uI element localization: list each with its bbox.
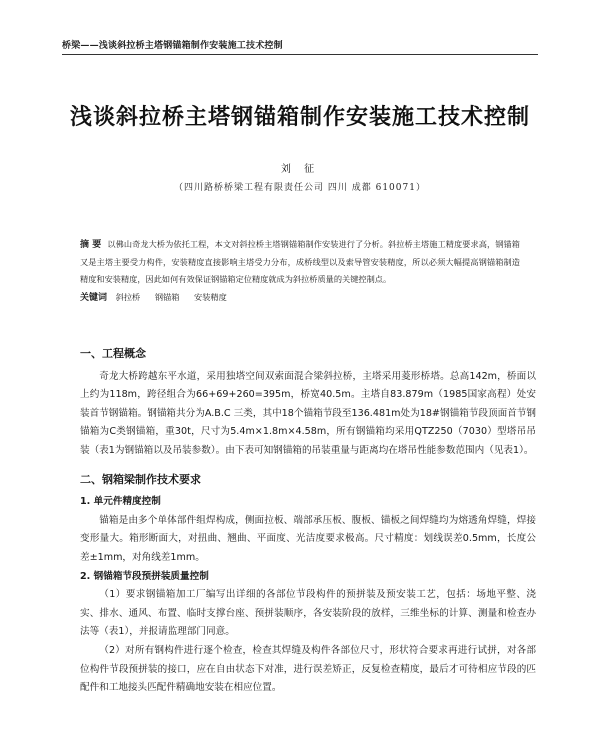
paper-title: 浅谈斜拉桥主塔钢锚箱制作安装施工技术控制 (69, 105, 530, 130)
keywords-label: 关键词 (80, 293, 108, 303)
subsection-heading: 1. 单元件精度控制 (80, 496, 161, 508)
paragraph: 锚箱是由多个单体部件组焊构成，侧面拉板、端部承压板、腹板、锚板之间焊缝均为熔透角焊缝，焊接变形量大。箱形断面大，对扭曲、翘曲、平面度、光洁度要求极高。尺寸精度：划线误差0.5mm，长度公差±1mm，对角线差1mm。 (80, 514, 536, 563)
abstract-text: 以佛山奇龙大桥为依托工程，本文对斜拉桥主塔钢锚箱制作安装进行了分析。斜拉桥主塔施工精度要求高，钢锚箱又是主塔主要受力构件，安装精度直接影响主塔受力分布，成桥线型以及索导管安装精度，所以必须大幅提高钢锚箱制造精度和安装精度，因此如何有效保证钢锚箱定位精度就成为斜拉桥质量的关键控制点。 (80, 239, 520, 284)
affiliation: （四川路桥桥梁工程有限责任公司 四川 成都 610071） (174, 183, 426, 193)
paragraph: （1）要求钢锚箱加工厂编写出详细的各部位节段构件的预拼装及预安装工艺，包括：场地平整、浇实、排水、通风、布置、临时支撑台座、预拼装顺序，各安装阶段的放样，三维坐标的计算、测量和检查办法等（表1），并报请监理部门同意。 (80, 589, 536, 638)
paragraph: 奇龙大桥跨越东平水道，采用独塔空间双索面混合梁斜拉桥，主塔采用菱形桥塔。总高142m，桥面以上约为118m，跨径组合为66+69+260=395m，桥宽40.5m。主塔自83.879m（1985国家高程）处安装首节钢锚箱。钢锚箱共分为A.B.C 三类，其中18个锚箱节段至136.481m处为18#钢锚箱节段顶面首节钢锚箱为C类钢锚箱，重30t，尺寸为5.4m×1.8m×4.58m，所有钢锚箱均采用QTZ250（7030）型塔吊吊装（表1为钢锚箱以及吊装参数）。由下表可知钢锚箱的吊装重量与距离均在塔吊性能参数范围内（见表1）。 (80, 370, 536, 456)
running-head: 桥梁——浅谈斜拉桥主塔钢锚箱制作安装施工技术控制 (62, 38, 538, 55)
abstract-label: 摘 要 (80, 240, 102, 250)
section-heading: 一、工程概念 (80, 347, 146, 360)
paper-body (80, 345, 536, 698)
keyword: 钢锚箱 (154, 292, 180, 302)
keyword: 安装精度 (194, 292, 227, 302)
abstract (80, 236, 520, 288)
author: 刘 征 (280, 164, 320, 175)
subsection-heading: 2. 钢锚箱节段预拼装质量控制 (80, 570, 209, 582)
keyword: 斜拉桥 (115, 292, 141, 302)
paragraph: （2）对所有钢构件进行逐个检查，检查其焊缝及构件各部位尺寸，形状符合要求再进行试拼，对各部位构件节段预拼装的接口，应在自由状态下对准，进行误差矫正，反复检查精度，最后才可待相应节段的匹配件和工地接头匹配件精确地安装在相应位置。 (80, 644, 536, 694)
keywords (80, 290, 520, 303)
section-heading: 二、钢箱梁制作技术要求 (80, 472, 201, 486)
